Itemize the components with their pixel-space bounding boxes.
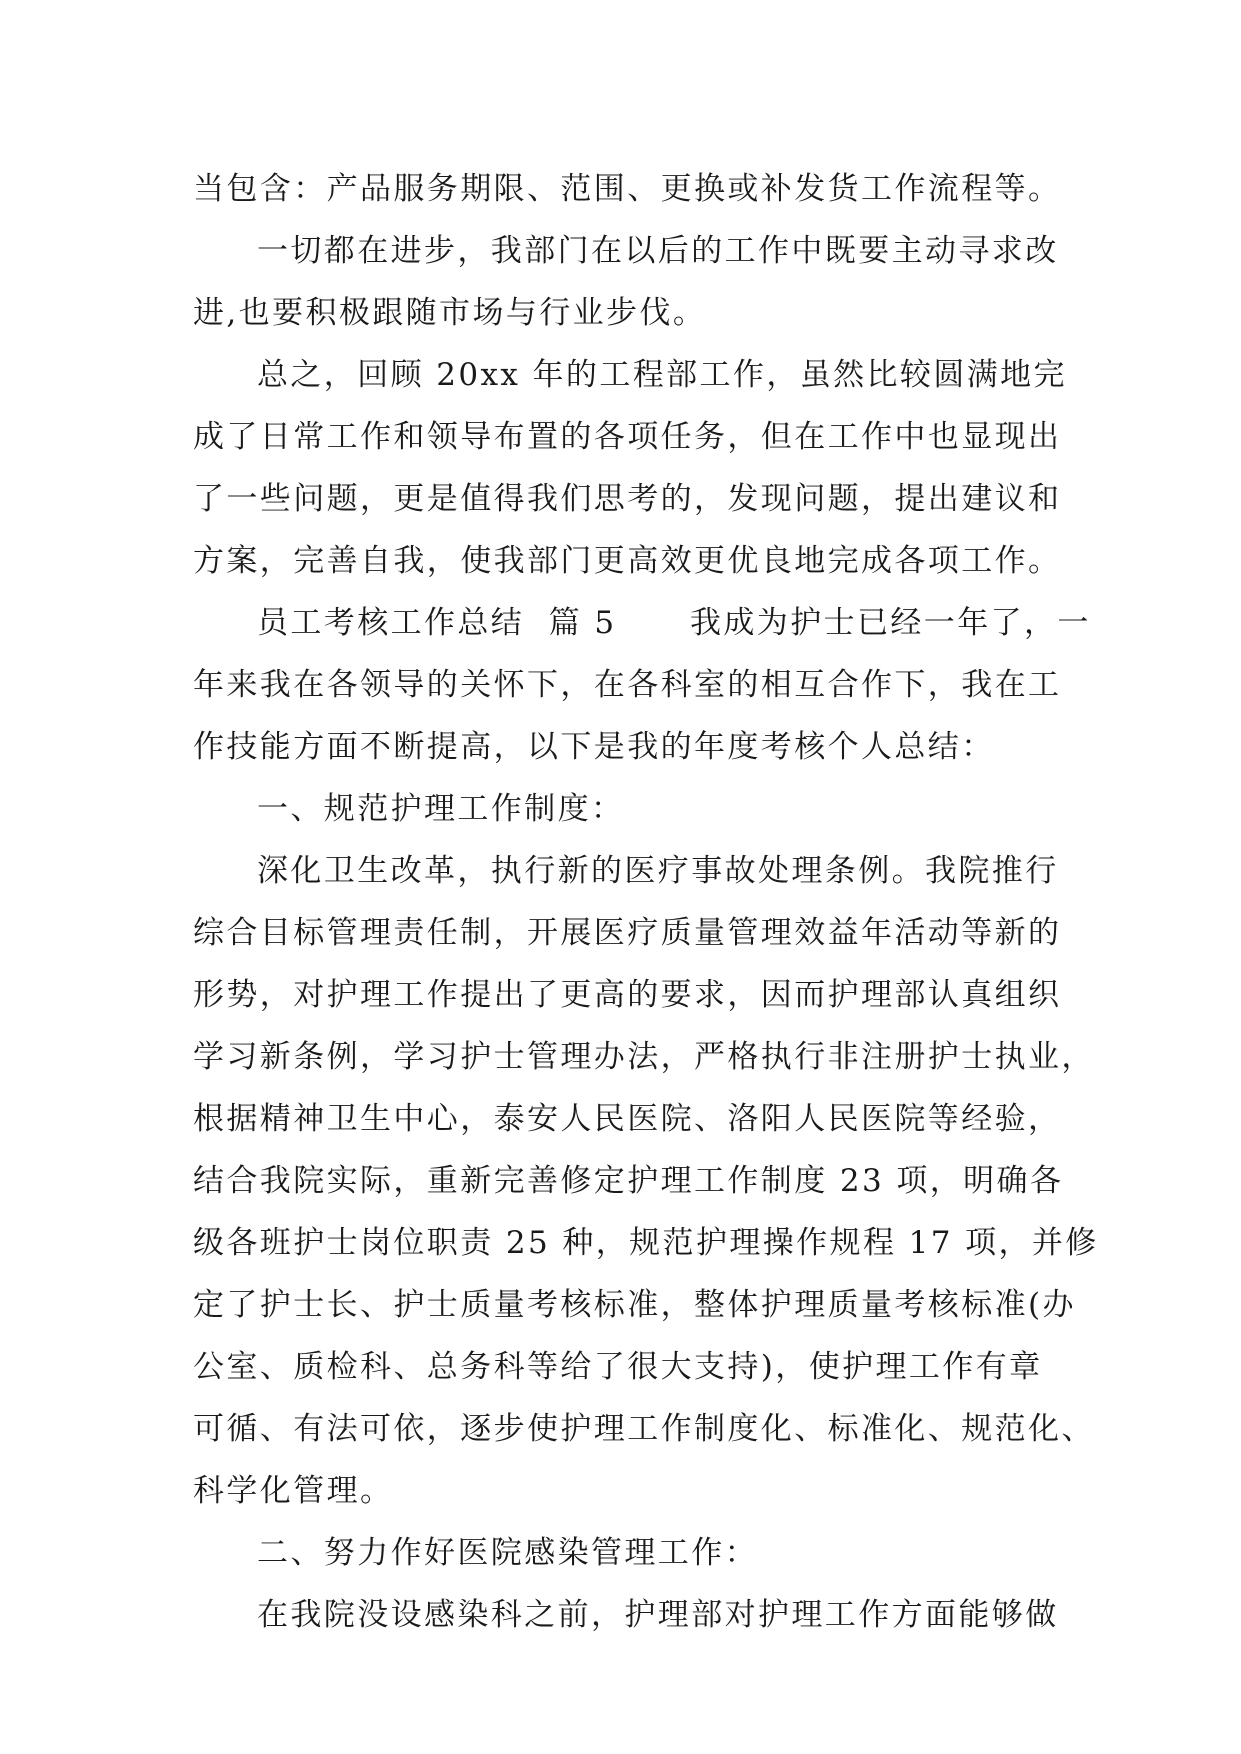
text-line: 公室、质检科、总务科等给了很大支持)，使护理工作有章 [193, 1349, 1043, 1385]
text-line: 综合目标管理责任制，开展医疗质量管理效益年活动等新的 [193, 915, 1062, 951]
text-line: 总之，回顾 20xx 年的工程部工作，虽然比较圆满地完 [257, 357, 1067, 393]
text-line: 可循、有法可依，逐步使护理工作制度化、标准化、规范化、 [193, 1411, 1095, 1447]
text-line: 形势，对护理工作提出了更高的要求，因而护理部认真组织 [193, 977, 1062, 1013]
document-body [193, 158, 1099, 1646]
text-line: 年来我在各领导的关怀下，在各科室的相互合作下，我在工 [193, 667, 1062, 703]
subsection-heading: 一、规范护理工作制度： [257, 791, 625, 827]
text-line: 在我院没设感染科之前，护理部对护理工作方面能够做 [257, 1597, 1059, 1633]
text-line: 结合我院实际，重新完善修定护理工作制度 23 项，明确各 [193, 1163, 1064, 1199]
text-line: 成了日常工作和领导布置的各项任务，但在工作中也显现出 [193, 419, 1062, 455]
text-line: 方案，完善自我，使我部门更高效更优良地完成各项工作。 [193, 543, 1062, 579]
text-line: 一切都在进步，我部门在以后的工作中既要主动寻求改 [257, 233, 1059, 269]
section-heading-line: 员工考核工作总结 篇 5 我成为护士已经一年了，一 [257, 605, 1091, 641]
text-line: 深化卫生改革，执行新的医疗事故处理条例。我院推行 [257, 853, 1059, 889]
text-line: 学习新条例，学习护士管理办法，严格执行非注册护士执业， [193, 1039, 1095, 1075]
subsection-heading: 二、努力作好医院感染管理工作： [257, 1535, 758, 1571]
text-line: 根据精神卫生中心，泰安人民医院、洛阳人民医院等经验， [193, 1101, 1062, 1137]
text-line: 了一些问题，更是值得我们思考的，发现问题，提出建议和 [193, 481, 1062, 517]
text-line: 级各班护士岗位职责 25 种，规范护理操作规程 17 项，并修 [193, 1225, 1099, 1261]
text-line: 作技能方面不断提高，以下是我的年度考核个人总结： [193, 729, 995, 765]
text-line: 当包含：产品服务期限、范围、更换或补发货工作流程等。 [193, 171, 1062, 207]
text-line: 定了护士长、护士质量考核标准，整体护理质量考核标准(办 [193, 1287, 1076, 1323]
text-line: 科学化管理。 [193, 1473, 394, 1509]
text-line: 进,也要积极跟随市场与行业步伐。 [193, 295, 707, 331]
